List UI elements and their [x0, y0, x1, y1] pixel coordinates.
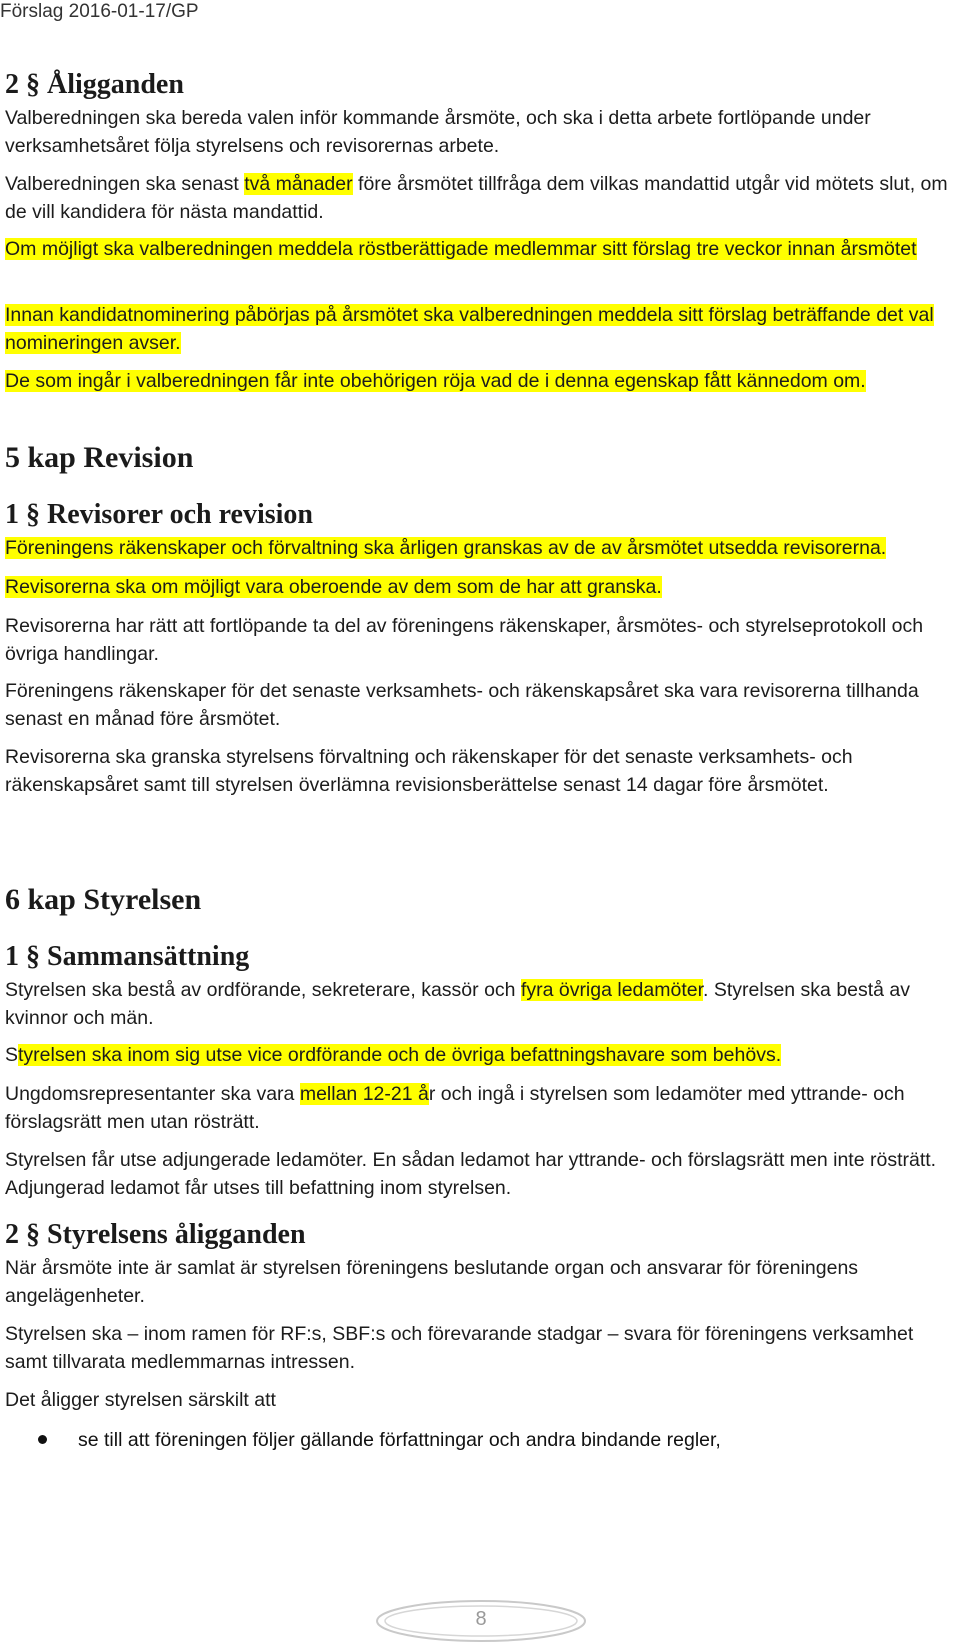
- paragraph: [5, 235, 955, 263]
- highlight: fyra övriga ledamöter: [520, 979, 704, 1001]
- section-heading-sammansattning: 1 § Sammansättning: [5, 941, 250, 972]
- chapter-heading-styrelsen: 6 kap Styrelsen: [5, 883, 202, 916]
- paragraph: [5, 367, 955, 395]
- paragraph: [5, 573, 955, 601]
- highlight: De som ingår i valberedningen får inte obehörigen röja vad de i denna egenskap fått kännedom om.: [5, 370, 866, 392]
- paragraph: Ungdomsrepresentanter ska vara mellan 12-21 år och ingå i styrelsen som ledamöter med yttrande- och förslagsrätt men utan rösträtt.: [5, 1083, 905, 1133]
- paragraph: [5, 301, 955, 357]
- paragraph: Valberedningen ska bereda valen inför kommande årsmöte, och ska i detta arbete fortlöpande under verksamhetsåret följa styrelsens och revisorernas arbete.: [5, 107, 871, 157]
- page-number-footer: [374, 1598, 588, 1644]
- paragraph: Styrelsen ska – inom ramen för RF:s, SBF:s och förevarande stadgar – svara för föreningens verksamhet samt tillvarata medlemmarnas intressen.: [5, 1323, 914, 1373]
- page-header: Förslag 2016-01-17/GP: [0, 1, 199, 22]
- paragraph: Styrelsen ska inom sig utse vice ordförande och de övriga befattningshavare som behövs.: [5, 1044, 782, 1066]
- paragraph: Föreningens räkenskaper för det senaste verksamhets- och räkenskapsåret ska vara revisorerna tillhanda senast en månad före årsmötet.: [5, 680, 919, 730]
- paragraph: När årsmöte inte är samlat är styrelsen föreningens beslutande organ och ansvarar för föreningens angelägenheter.: [5, 1257, 859, 1307]
- highlight: mellan 12-21 å: [299, 1083, 429, 1105]
- highlight: tyrelsen ska inom sig utse vice ordförande och de övriga befattningshavare som behövs.: [18, 1044, 782, 1066]
- section-heading-aligganden: 2 § Åligganden: [5, 69, 184, 100]
- paragraph: Revisorerna ska granska styrelsens förvaltning och räkenskaper för det senaste verksamhets- och räkenskapsåret samt till styrelsen överlämna revisionsberättelse senast 14 dagar före årsmötet.: [5, 746, 853, 796]
- highlight: Revisorerna ska om möjligt vara oberoende av dem som de har att granska.: [5, 576, 662, 598]
- chapter-heading-revision: 5 kap Revision: [5, 441, 194, 474]
- highlight: Föreningens räkenskaper och förvaltning ska årligen granskas av de av årsmötet utsedda revisorerna.: [5, 537, 887, 559]
- paragraph: Styrelsen ska bestå av ordförande, sekreterare, kassör och fyra övriga ledamöter. Styrelsen ska bestå av kvinnor och män.: [5, 979, 911, 1029]
- paragraph: Valberedningen ska senast två månader före årsmötet tillfråga dem vilkas mandattid utgår vid mötets slut, om de vill kandidera för nästa mandattid.: [5, 173, 948, 223]
- section-heading-revisorer: 1 § Revisorer och revision: [5, 499, 313, 530]
- highlight: Innan kandidatnominering påbörjas på årsmötet ska valberedningen meddela sitt förslag beträffande det val nomineringen avser.: [5, 304, 934, 354]
- document-page: Förslag 2016-01-17/GP 2 § Åligganden Valberedningen ska bereda valen inför kommande årsmöte, och ska i detta arbete fortlöpande under verksamhetsåret följa styrelsens och revisorernas arbete. Valberedningen ska senast två månader före årsmötet tillfråga dem vilkas mandattid utgår vid mötets slut, om de vill kandidera för nästa mandattid. Om möjligt ska valberedningen meddela röstberättigade medlemmar sitt förslag tre veckor innan årsmötet Innan kandidatnominering påbörjas på årsmötet ska valberedningen meddela sitt förslag beträffande det val nomineringen avser. De som ingår i valberedningen får inte obehörigen röja vad de i denna egenskap fått kännedom om. 5 kap Revision 1 § Revisorer och revision Föreningens räkenskaper och förvaltning ska årligen granskas av de av årsmötet utsedda revisorerna. Revisorerna ska om möjligt vara oberoende av dem som de har att granska. Revisorerna har rätt att fortlöpande ta del av föreningens räkenskaper, årsmötes- och styrelseprotokoll och övriga handlingar. Föreningens räkenskaper för det senaste verksamhets- och räkenskapsåret ska vara revisorerna tillhanda senast en månad före årsmötet. Revisorerna ska granska styrelsens förvaltning och räkenskaper för det senaste verksamhets- och räkenskapsåret samt till styrelsen överlämna revisionsberättelse senast 14 dagar före årsmötet. 6 kap Styrelsen 1 § Sammansättning Styrelsen ska bestå av ordförande, sekreterare, kassör och fyra övriga ledamöter. Styrelsen ska bestå av kvinnor och män. Styrelsen ska inom sig utse vice ordförande och de övriga befattningshavare som behövs. Ungdomsrepresentanter ska vara mellan 12-21 år och ingå i styrelsen som ledamöter med yttrande- och förslagsrätt men utan rösträtt. Styrelsen får utse adjungerade ledamöter. En sådan ledamot har yttrande- och förslagsrätt men inte rösträtt. Adjungerad ledamot får utses till befattning inom styrelsen. 2 § Styrelsens åligganden När årsmöte inte är samlat är styrelsen föreningens beslutande organ och ansvarar för föreningens angelägenheter. Styrelsen ska – inom ramen för RF:s, SBF:s och förevarande stadgar – svara för föreningens verksamhet samt tillvarata medlemmarnas intressen. Det åligger styrelsen särskilt att se till att föreningen följer gällande författningar och andra bindande regler, 8: [0, 0, 960, 1648]
- highlight: två månader: [244, 173, 353, 195]
- paragraph: Styrelsen får utse adjungerade ledamöter. En sådan ledamot har yttrande- och förslagsrätt men inte rösträtt. Adjungerad ledamot får utses till befattning inom styrelsen.: [5, 1149, 937, 1199]
- paragraph: [5, 534, 955, 562]
- highlight: Om möjligt ska valberedningen meddela röstberättigade medlemmar sitt förslag tre veckor innan årsmötet: [5, 238, 917, 260]
- paragraph: Revisorerna har rätt att fortlöpande ta del av föreningens räkenskaper, årsmötes- och styrelseprotokoll och övriga handlingar.: [5, 615, 924, 665]
- page-number: 8: [475, 1608, 487, 1630]
- paragraph: Det åligger styrelsen särskilt att: [5, 1389, 276, 1411]
- section-heading-styrelsens-aligganden: 2 § Styrelsens åligganden: [5, 1219, 306, 1250]
- bullet-icon: [38, 1435, 47, 1444]
